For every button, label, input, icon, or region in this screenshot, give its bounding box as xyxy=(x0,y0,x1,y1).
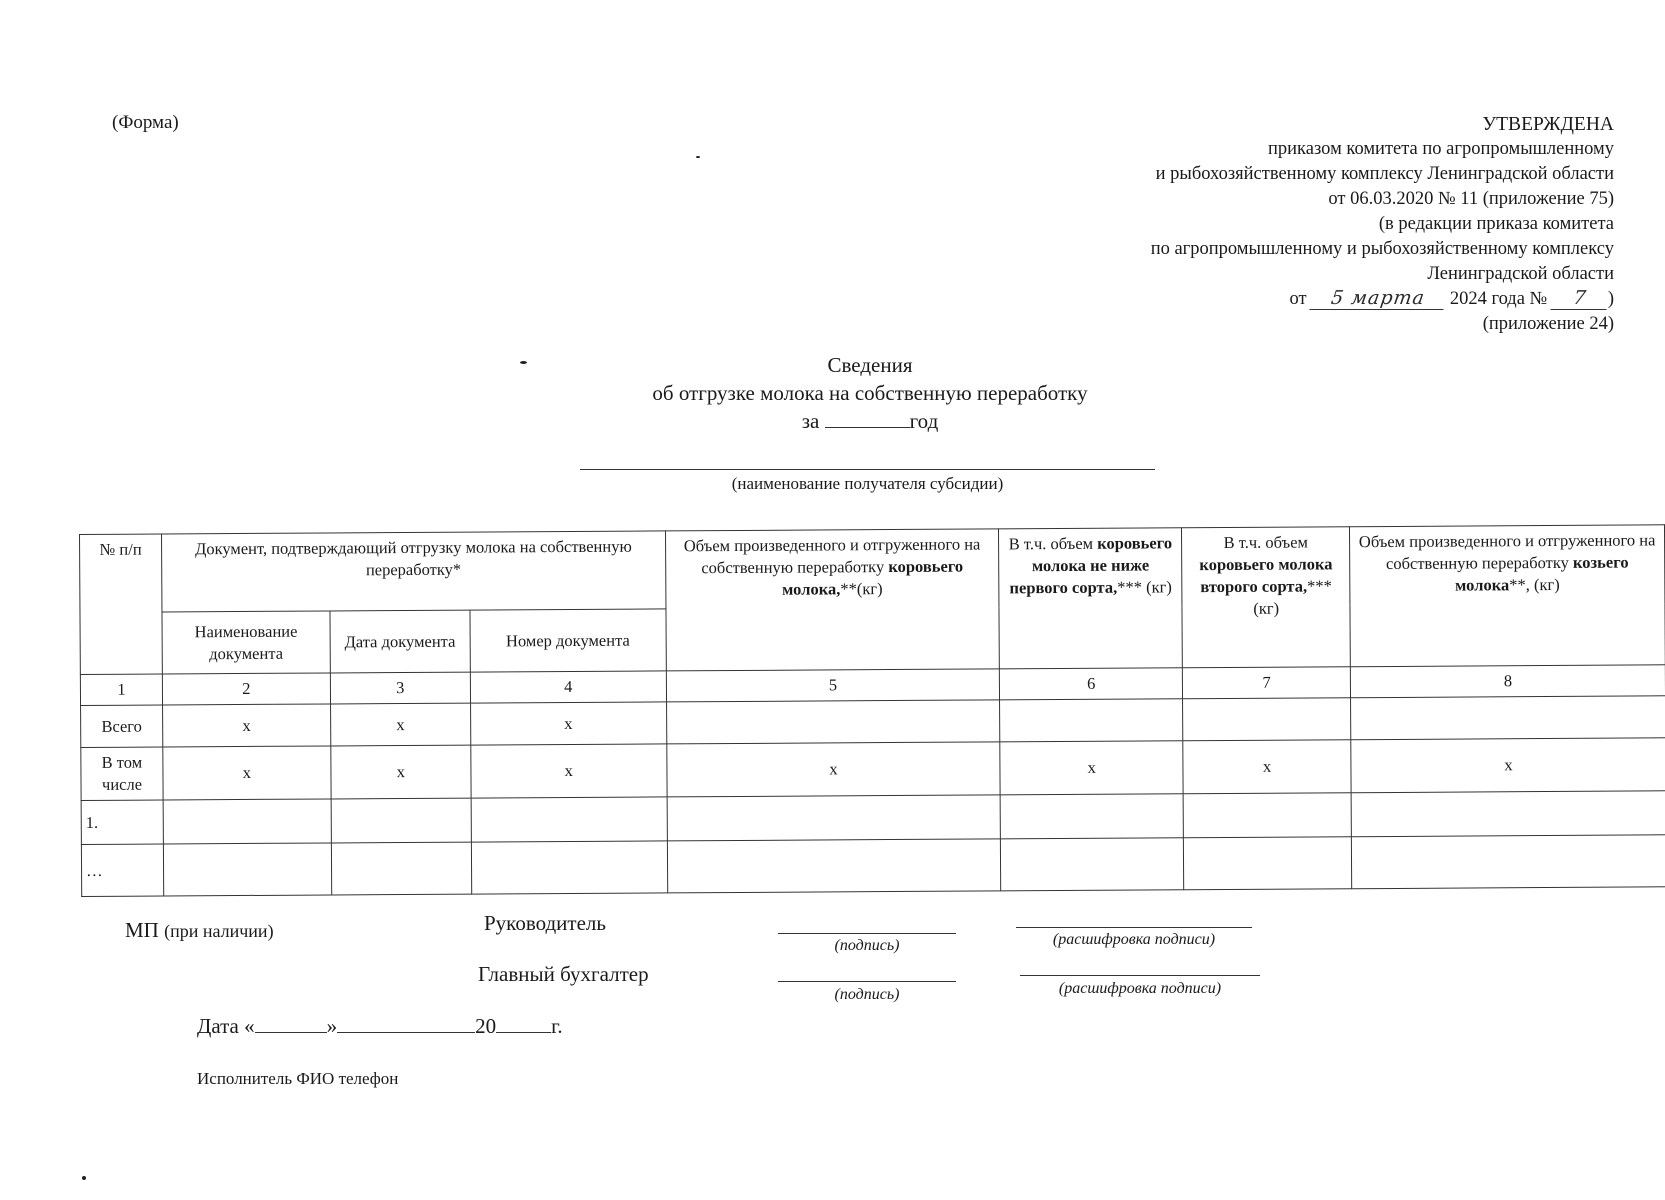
table-cell xyxy=(471,841,667,894)
seal-note: (при наличии) xyxy=(164,921,274,941)
title-period-prefix: за xyxy=(801,409,820,433)
recipient-line xyxy=(580,468,1155,470)
header-num: № п/п xyxy=(80,534,163,674)
header-doc-name: Наименование документа xyxy=(162,611,330,674)
col-number: 2 xyxy=(162,673,330,705)
approval-date-line xyxy=(994,287,1614,312)
table-cell xyxy=(1351,791,1665,837)
table-cell xyxy=(666,700,1000,744)
table-cell: х xyxy=(470,702,666,745)
table-cell: х xyxy=(1351,738,1665,793)
head-label: Руководитель xyxy=(484,911,606,935)
header-first-text: В т.ч. объем xyxy=(1008,533,1094,554)
table-cell xyxy=(1352,835,1665,889)
approval-year: 2024 года № xyxy=(1449,289,1548,309)
year-blank xyxy=(825,427,910,428)
header-cow-bold: коровьего молока, xyxy=(782,556,964,599)
header-goat-volume xyxy=(1350,525,1665,667)
head-signature-line xyxy=(778,932,956,934)
header-goat-bold: козьего молока xyxy=(1455,552,1629,595)
header-second-unit: *** (кг) xyxy=(1253,576,1332,618)
recipient-caption: (наименование получателя субсидии) xyxy=(731,474,1004,493)
header-goat-unit: **, (кг) xyxy=(1509,574,1560,595)
table-cell: х xyxy=(163,746,331,800)
approval-block xyxy=(994,112,1614,337)
col-number: 4 xyxy=(470,671,666,703)
table-row xyxy=(81,835,1665,897)
table-cell: х xyxy=(1183,740,1351,794)
document-title xyxy=(560,351,1180,435)
row-label-more: … xyxy=(81,844,163,896)
col-number: 3 xyxy=(330,672,470,704)
table-cell: х xyxy=(162,704,330,747)
table-cell xyxy=(1183,698,1351,741)
chief-accountant-label: Главный бухгалтер xyxy=(478,962,649,986)
approval-appendix: (приложение 24) xyxy=(1482,314,1614,334)
seal-label xyxy=(125,918,274,943)
shipment-table xyxy=(79,524,1665,897)
approval-line-5: по агропромышленному и рыбохозяйственному комплексу xyxy=(1150,239,1614,259)
approval-close-paren: ) xyxy=(1607,289,1614,309)
header-cow-volume xyxy=(665,529,1000,671)
approval-line-3: от 06.03.2020 № 11 (приложение 75) xyxy=(1328,189,1614,209)
table-cell xyxy=(163,799,331,844)
executor-label: Исполнитель ФИО телефон xyxy=(197,1069,399,1088)
seal-text: МП xyxy=(125,918,159,942)
approval-from: от xyxy=(1289,289,1307,309)
date-year-blank xyxy=(496,1032,551,1033)
title-period-suffix: год xyxy=(909,409,939,433)
head-decoding-line xyxy=(1016,926,1252,928)
table-row xyxy=(81,738,1665,801)
head-decoding-caption: (расшифровка подписи) xyxy=(1052,931,1216,948)
approval-line-4: (в редакции приказа комитета xyxy=(1378,214,1614,234)
header-first-grade xyxy=(999,528,1183,669)
header-goat-text: Объем произведенного и отгруженного на собственную переработку xyxy=(1358,530,1656,574)
table-cell xyxy=(1001,794,1184,839)
header-cow-unit: **(кг) xyxy=(840,579,883,599)
title-line-3 xyxy=(560,407,1180,435)
handwritten-number: 7 xyxy=(1550,287,1609,310)
header-doc-number: Номер документа xyxy=(470,609,666,672)
table-cell: х xyxy=(330,703,470,746)
scan-speck xyxy=(82,1176,86,1180)
table-cell xyxy=(1183,793,1351,838)
handwritten-date: 5 марта xyxy=(1310,287,1447,310)
header-second-grade xyxy=(1182,527,1351,668)
col-number: 5 xyxy=(666,669,1000,702)
table-cell: х xyxy=(331,745,471,799)
table-cell xyxy=(1351,696,1665,740)
title-line-2: об отгрузке молока на собственную переработку xyxy=(652,381,1088,405)
accountant-decoding-line xyxy=(1020,974,1260,976)
table-cell xyxy=(163,843,331,896)
row-label-total: Всего xyxy=(81,705,163,747)
date-month-blank xyxy=(337,1032,475,1033)
table-cell xyxy=(1184,837,1352,890)
table-cell: х xyxy=(471,744,667,798)
approval-line-2: и рыбохозяйственному комплексу Ленинградской области xyxy=(1155,164,1614,184)
col-number: 8 xyxy=(1350,665,1665,698)
col-number: 6 xyxy=(1000,668,1183,700)
date-suffix: г. xyxy=(551,1014,563,1038)
header-second-bold: коровьего молока второго сорта, xyxy=(1199,554,1333,597)
row-label-including: В том числе xyxy=(81,747,163,800)
table-cell xyxy=(1001,838,1184,891)
title-line-1: Сведения xyxy=(827,353,913,377)
table-cell xyxy=(667,795,1001,841)
table-cell xyxy=(1000,699,1183,742)
table-cell xyxy=(331,842,471,895)
col-number: 7 xyxy=(1183,667,1351,699)
form-label: (Форма) xyxy=(112,112,179,133)
date-day-blank xyxy=(255,1032,327,1033)
scan-speck xyxy=(520,361,527,364)
accountant-signature-caption: (подпись) xyxy=(834,986,900,1003)
approval-line-1: приказом комитета по агропромышленному xyxy=(1268,139,1614,159)
approval-heading: УТВЕРЖДЕНА xyxy=(1482,114,1614,135)
table-cell: х xyxy=(666,742,1000,797)
date-year: 20 xyxy=(475,1014,497,1038)
accountant-signature-line xyxy=(778,980,956,982)
scan-speck xyxy=(696,156,700,158)
header-cow-text: Объем произведенного и отгруженного на собственную переработку xyxy=(683,534,981,578)
header-second-text: В т.ч. объем xyxy=(1223,532,1308,553)
date-mid: » xyxy=(326,1014,338,1038)
table-cell xyxy=(667,839,1001,893)
accountant-decoding-caption: (расшифровка подписи) xyxy=(1058,980,1222,997)
date-prefix: Дата « xyxy=(197,1014,255,1038)
table-cell xyxy=(471,797,667,842)
header-first-bold: коровьего молока не ниже первого сорта, xyxy=(1009,533,1173,598)
header-document: Документ, подтверждающий отгрузку молока на собственную переработку* xyxy=(161,531,665,612)
row-label-1: 1. xyxy=(81,800,163,844)
header-doc-date: Дата документа xyxy=(330,610,470,673)
head-signature-caption: (подпись) xyxy=(834,937,900,954)
approval-line-6: Ленинградской области xyxy=(1427,264,1614,284)
date-line xyxy=(197,1014,563,1039)
table-cell xyxy=(331,798,471,843)
col-number: 1 xyxy=(80,674,162,706)
table-cell: х xyxy=(1000,741,1183,795)
header-first-unit: *** (кг) xyxy=(1117,577,1172,597)
